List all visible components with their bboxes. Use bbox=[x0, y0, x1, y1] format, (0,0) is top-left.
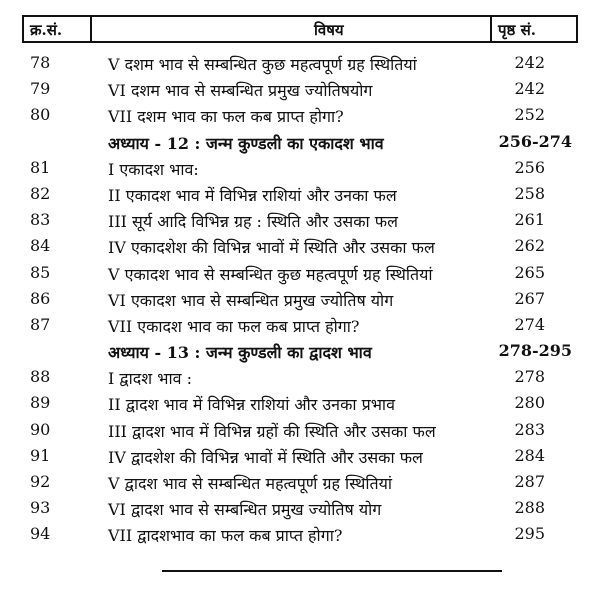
entry-title: V एकादश भाव से सम्बन्धित कुछ महत्वपूर्ण ग्रह स्थितियां bbox=[108, 264, 433, 284]
serial-number: 90 bbox=[30, 419, 51, 439]
page-number: 252 bbox=[514, 105, 545, 125]
chapter-heading-row bbox=[22, 339, 580, 365]
serial-number: 83 bbox=[30, 210, 51, 230]
table-header bbox=[22, 15, 578, 43]
page-number: 265 bbox=[514, 262, 545, 282]
entry-title: II एकादश भाव में विभिन्न राशियां और उनका फल bbox=[108, 185, 397, 205]
entry-title: VII एकादश भाव का फल कब प्राप्त होगा? bbox=[108, 316, 360, 336]
serial-number: 82 bbox=[30, 183, 51, 203]
page-number: 274 bbox=[514, 314, 545, 334]
entry-title: III सूर्य आदि विभिन्न ग्रह : स्थिति और उसका फल bbox=[108, 212, 398, 232]
page-number: 280 bbox=[514, 393, 545, 413]
chapter-title: अध्याय - 12 : जन्म कुण्डली का एकादश भाव bbox=[108, 133, 384, 153]
serial-number: 94 bbox=[30, 524, 51, 544]
entry-title: IV द्वादशेश की विभिन्न भावों में स्थिति और उसका फल bbox=[108, 447, 423, 467]
entry-title: III द्वादश भाव में विभिन्न ग्रहों की स्थिति और उसका फल bbox=[108, 421, 436, 441]
table-row bbox=[22, 77, 580, 103]
page-number: 267 bbox=[514, 288, 545, 308]
serial-number: 88 bbox=[30, 367, 51, 387]
page-number: 258 bbox=[514, 183, 545, 203]
table-row bbox=[22, 444, 580, 470]
entry-title: VI द्वादश भाव से सम्बन्धित प्रमुख ज्योतिष योग bbox=[108, 500, 382, 520]
serial-number: 92 bbox=[30, 472, 51, 491]
table-row bbox=[22, 418, 580, 444]
header-divider bbox=[90, 17, 92, 41]
table-row bbox=[22, 208, 580, 234]
page-number: 261 bbox=[514, 210, 545, 230]
serial-number: 91 bbox=[30, 445, 51, 465]
entry-title: VI दशम भाव से सम्बन्धित प्रमुख ज्योतिषयोग bbox=[108, 81, 373, 101]
entry-title: I द्वादश भाव : bbox=[108, 369, 192, 389]
page-number: 287 bbox=[514, 472, 545, 491]
page-number: 278 bbox=[514, 367, 545, 387]
chapter-title: अध्याय - 13 : जन्म कुण्डली का द्वादश भाव bbox=[108, 343, 372, 363]
chapter-page-range: 278-295 bbox=[498, 341, 572, 361]
serial-number: 80 bbox=[30, 105, 51, 125]
entry-title: IV एकादशेश की विभिन्न भावों में स्थिति और उसका फल bbox=[108, 238, 435, 258]
serial-number: 81 bbox=[30, 157, 51, 177]
serial-number: 78 bbox=[30, 53, 51, 72]
table-row bbox=[22, 391, 580, 417]
table-body bbox=[22, 51, 580, 549]
table-row bbox=[22, 51, 580, 77]
serial-number: 86 bbox=[30, 288, 51, 308]
table-row bbox=[22, 287, 580, 313]
header-serial-number: क्र.सं. bbox=[30, 21, 63, 39]
bottom-rule bbox=[162, 570, 502, 572]
table-row bbox=[22, 156, 580, 182]
serial-number: 87 bbox=[30, 314, 51, 334]
contents-table bbox=[22, 15, 580, 583]
entry-title: VI एकादश भाव से सम्बन्धित प्रमुख ज्योतिष योग bbox=[108, 290, 394, 310]
header-page-number: पृष्ठ सं. bbox=[498, 21, 536, 39]
table-row bbox=[22, 496, 580, 522]
table-row bbox=[22, 522, 580, 548]
table-row bbox=[22, 365, 580, 391]
entry-title: VII दशम भाव का फल कब प्राप्त होगा? bbox=[108, 107, 344, 127]
page-number: 288 bbox=[514, 498, 545, 518]
entry-title: VII द्वादशभाव का फल कब प्राप्त होगा? bbox=[108, 526, 343, 546]
header-divider bbox=[490, 17, 492, 41]
page-number: 284 bbox=[514, 445, 545, 465]
entry-title: V दशम भाव से सम्बन्धित कुछ महत्वपूर्ण ग्रह स्थितियां bbox=[108, 55, 417, 74]
serial-number: 84 bbox=[30, 236, 51, 256]
table-row bbox=[22, 313, 580, 339]
page-number: 283 bbox=[514, 419, 545, 439]
serial-number: 89 bbox=[30, 393, 51, 413]
chapter-heading-row bbox=[22, 130, 580, 156]
entry-title: V द्वादश भाव से सम्बन्धित महत्वपूर्ण ग्रह स्थितियां bbox=[108, 474, 393, 493]
page-number: 262 bbox=[514, 236, 545, 256]
table-row bbox=[22, 103, 580, 129]
table-row bbox=[22, 470, 580, 496]
page-number: 295 bbox=[514, 524, 545, 544]
table-row bbox=[22, 182, 580, 208]
header-subject: विषय bbox=[314, 21, 344, 39]
page-number: 256 bbox=[514, 157, 545, 177]
serial-number: 79 bbox=[30, 79, 51, 99]
entry-title: I एकादश भाव: bbox=[108, 159, 199, 179]
serial-number: 93 bbox=[30, 498, 51, 518]
table-row bbox=[22, 234, 580, 260]
page-number: 242 bbox=[514, 79, 545, 99]
entry-title: II द्वादश भाव में विभिन्न राशियां और उनका प्रभाव bbox=[108, 395, 395, 415]
serial-number: 85 bbox=[30, 262, 51, 282]
chapter-page-range: 256-274 bbox=[498, 131, 572, 151]
page-number: 242 bbox=[514, 53, 545, 72]
table-row bbox=[22, 261, 580, 287]
